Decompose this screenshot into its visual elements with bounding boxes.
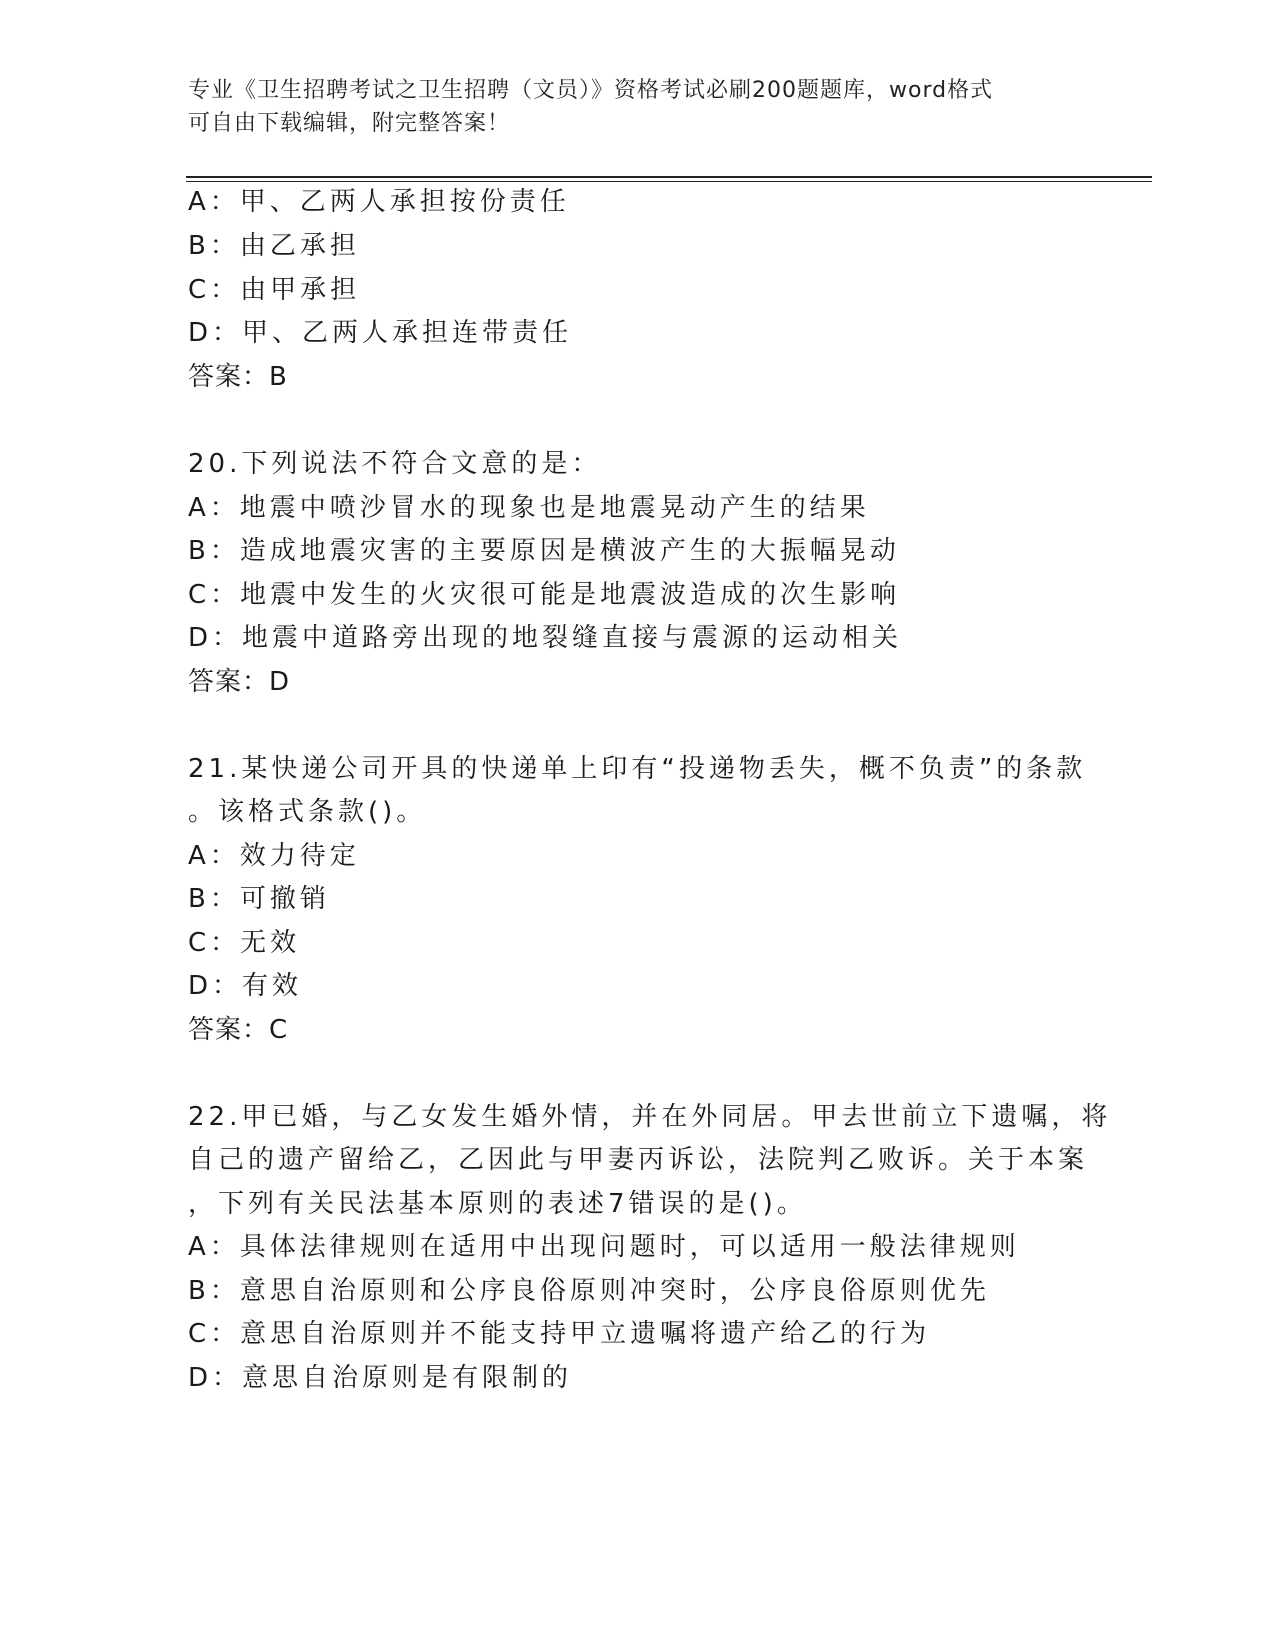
q21-stem-line-2: 。该格式条款()。	[188, 797, 427, 827]
q20-option-c: C：地震中发生的火灾很可能是地震波造成的次生影响	[188, 580, 901, 610]
q19-answer: 答案：B	[188, 362, 288, 392]
q20-answer: 答案：D	[188, 667, 291, 697]
q19-option-a: A：甲、乙两人承担按份责任	[188, 187, 570, 217]
q22-option-c: C：意思自治原则并不能支持甲立遗嘱将遗产给乙的行为	[188, 1319, 931, 1349]
q19-option-b: B：由乙承担	[188, 231, 360, 261]
q21-stem-line-1: 21.某快递公司开具的快递单上印有“投递物丢失，概不负责”的条款	[188, 754, 1087, 784]
q21-option-b: B：可撤销	[188, 884, 330, 914]
q22-option-d: D：意思自治原则是有限制的	[188, 1363, 573, 1393]
q21-answer: 答案：C	[188, 1015, 289, 1045]
q20-option-b: B：造成地震灾害的主要原因是横波产生的大振幅晃动	[188, 536, 900, 566]
q22-stem-line-2: 自己的遗产留给乙，乙因此与甲妻丙诉讼，法院判乙败诉。关于本案	[188, 1145, 1089, 1175]
q19-option-c: C：由甲承担	[188, 275, 361, 305]
q22-stem-line-1: 22.甲已婚，与乙女发生婚外情，并在外同居。甲去世前立下遗嘱，将	[188, 1102, 1112, 1132]
q21-option-d: D：有效	[188, 971, 303, 1001]
q22-option-a: A：具体法律规则在适用中出现问题时，可以适用一般法律规则	[188, 1232, 1020, 1262]
page-header	[188, 74, 1088, 140]
q19-option-d: D：甲、乙两人承担连带责任	[188, 318, 573, 348]
header-divider-thick	[186, 176, 1152, 178]
header-title-line-1: 专业《卫生招聘考试之卫生招聘（文员）》资格考试必刷200题题库，word格式	[188, 78, 994, 103]
q22-stem-line-3: ，下列有关民法基本原则的表述7错误的是()。	[188, 1189, 807, 1219]
q20-option-d: D：地震中道路旁出现的地裂缝直接与震源的运动相关	[188, 623, 903, 653]
q21-option-c: C：无效	[188, 928, 301, 958]
q21-option-a: A：效力待定	[188, 841, 360, 871]
header-title-line-2: 可自由下载编辑，附完整答案！	[188, 111, 511, 136]
q20-stem: 20.下列说法不符合文意的是：	[188, 449, 602, 479]
header-divider-thin	[186, 181, 1152, 182]
q20-option-a: A：地震中喷沙冒水的现象也是地震晃动产生的结果	[188, 493, 870, 523]
q22-option-b: B：意思自治原则和公序良俗原则冲突时，公序良俗原则优先	[188, 1276, 990, 1306]
